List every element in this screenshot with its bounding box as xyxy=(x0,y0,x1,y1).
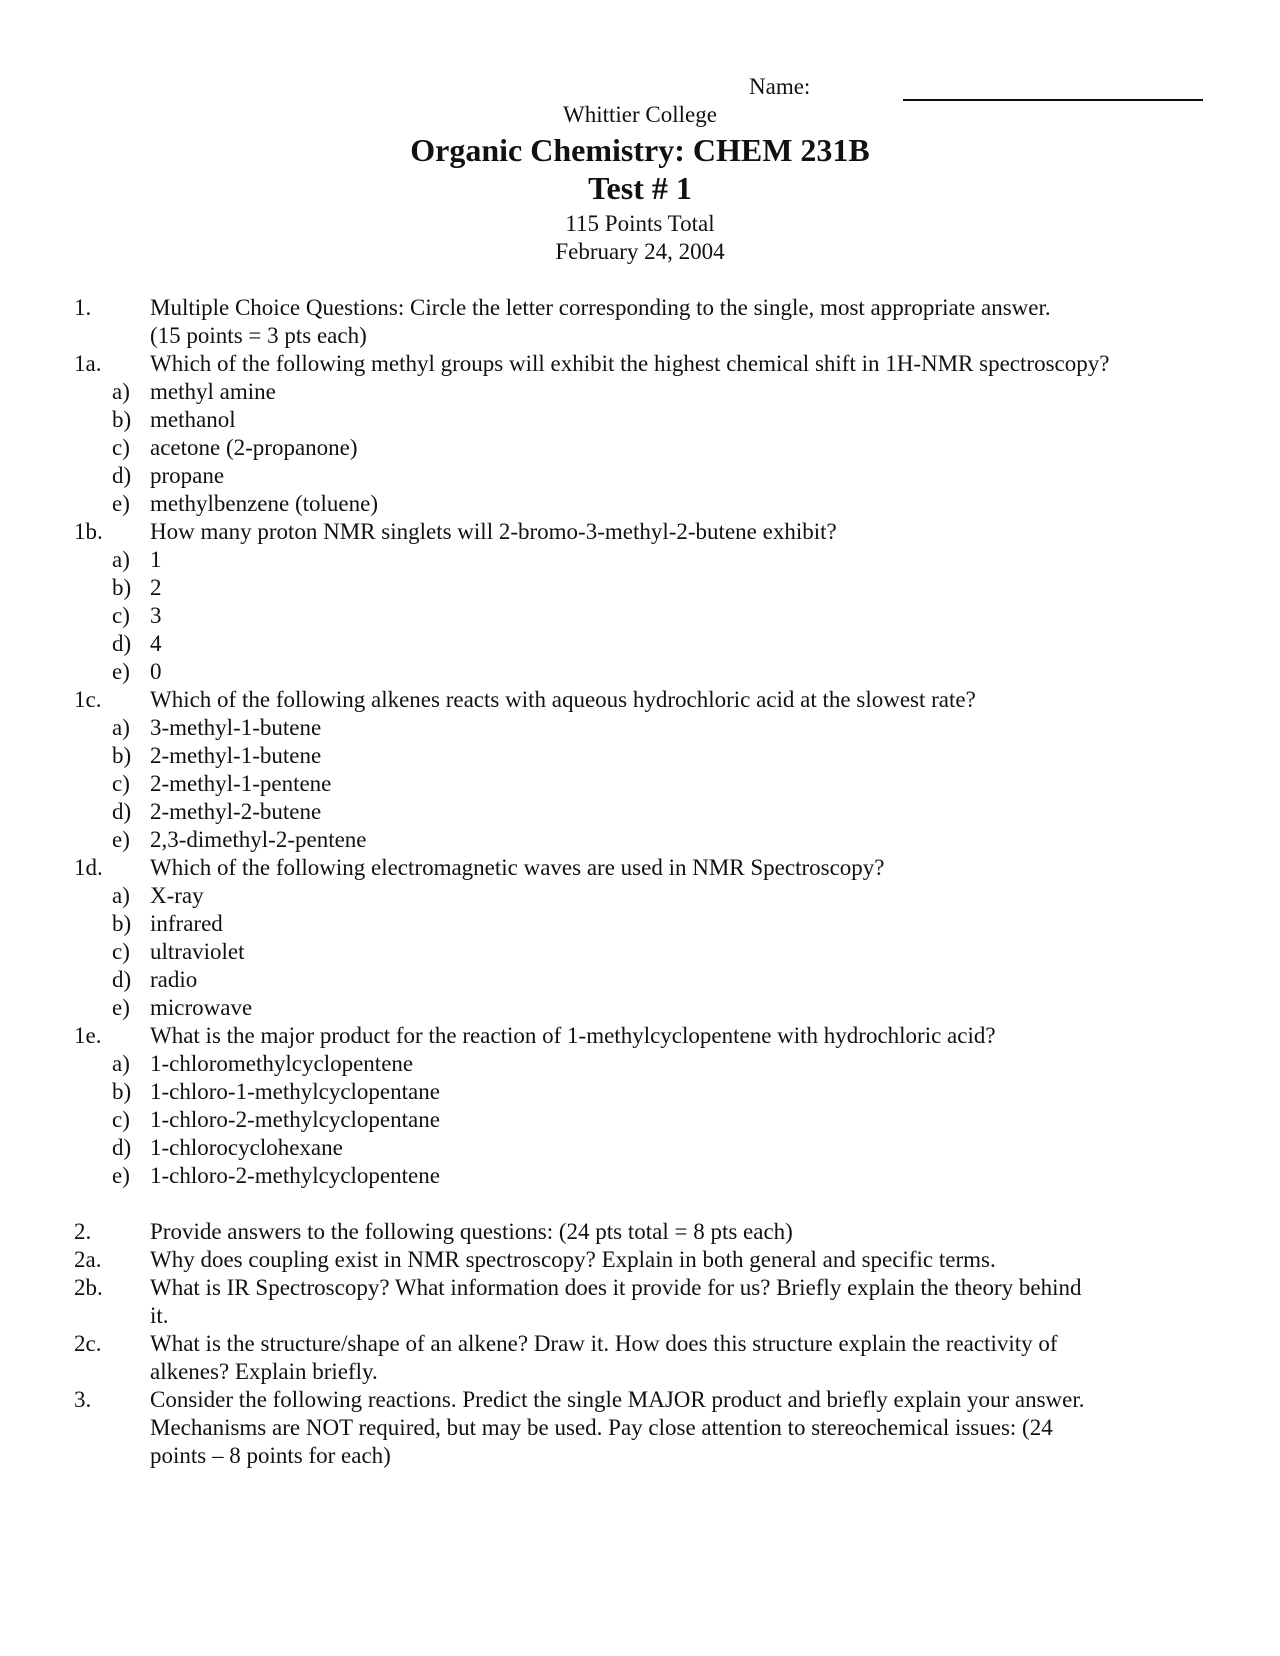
option-text: 1-chloro-2-methylcyclopentene xyxy=(150,1163,440,1188)
option-letter: d) xyxy=(112,631,132,656)
question-number: 2b. xyxy=(74,1275,103,1300)
option-text: 2-methyl-1-pentene xyxy=(150,771,332,796)
option-letter: a) xyxy=(112,379,130,404)
course-title: Organic Chemistry: CHEM 231B xyxy=(410,132,870,168)
option-text: 2-methyl-1-butene xyxy=(150,743,322,768)
option-letter: e) xyxy=(112,827,130,852)
option-text: 1-chlorocyclohexane xyxy=(150,1135,343,1160)
option-letter: b) xyxy=(112,911,132,936)
test-date: February 24, 2004 xyxy=(555,239,725,264)
question-text: Which of the following alkenes reacts with aqueous hydrochloric acid at the slowest rate? xyxy=(150,687,976,712)
question-text: Multiple Choice Questions: Circle the letter corresponding to the single, most appropriate answer. xyxy=(150,295,1051,320)
option-text: methylbenzene (toluene) xyxy=(150,491,378,516)
option-text: propane xyxy=(150,463,225,488)
question-text: Consider the following reactions. Predict the single MAJOR product and briefly explain your answer. xyxy=(150,1387,1085,1412)
college-name: Whittier College xyxy=(563,102,717,127)
option-letter: a) xyxy=(112,547,130,572)
option-text: methyl amine xyxy=(150,379,276,404)
question-number: 3. xyxy=(74,1387,92,1412)
option-text: 3-methyl-1-butene xyxy=(150,715,322,740)
option-text: 1 xyxy=(150,547,162,572)
option-text: ultraviolet xyxy=(150,939,245,964)
question-number: 1c. xyxy=(74,687,102,712)
option-letter: a) xyxy=(112,1051,130,1076)
option-letter: a) xyxy=(112,715,130,740)
option-letter: b) xyxy=(112,575,132,600)
question-number: 1e. xyxy=(74,1023,102,1048)
points-total: 115 Points Total xyxy=(565,211,715,236)
question-text: Why does coupling exist in NMR spectroscopy? Explain in both general and specific terms. xyxy=(150,1247,996,1272)
option-letter: e) xyxy=(112,1163,130,1188)
option-letter: e) xyxy=(112,659,130,684)
option-text: 0 xyxy=(150,659,162,684)
option-letter: b) xyxy=(112,1079,132,1104)
option-text: 3 xyxy=(150,603,162,628)
option-text: methanol xyxy=(150,407,236,432)
question-text: How many proton NMR singlets will 2-bromo-3-methyl-2-butene exhibit? xyxy=(150,519,837,544)
option-text: microwave xyxy=(150,995,253,1020)
question-text: Which of the following methyl groups will exhibit the highest chemical shift in 1H-NMR spectroscopy? xyxy=(150,351,1110,376)
question-number: 1d. xyxy=(74,855,103,880)
option-letter: e) xyxy=(112,995,130,1020)
question-text: alkenes? Explain briefly. xyxy=(150,1359,378,1384)
option-letter: d) xyxy=(112,463,132,488)
option-text: 2-methyl-2-butene xyxy=(150,799,322,824)
option-text: acetone (2-propanone) xyxy=(150,435,358,460)
option-letter: d) xyxy=(112,1135,132,1160)
option-letter: d) xyxy=(112,799,132,824)
name-blank-line xyxy=(903,99,1203,101)
question-number: 2. xyxy=(74,1219,92,1244)
question-text: (15 points = 3 pts each) xyxy=(150,323,367,348)
question-text: Mechanisms are NOT required, but may be used. Pay close attention to stereochemical issues: (24 xyxy=(150,1415,1053,1440)
option-letter: c) xyxy=(112,435,130,460)
question-number: 1a. xyxy=(74,351,102,376)
option-letter: b) xyxy=(112,407,132,432)
question-text: points – 8 points for each) xyxy=(150,1443,391,1468)
name-label: Name: xyxy=(749,74,811,99)
option-letter: e) xyxy=(112,491,130,516)
option-letter: c) xyxy=(112,603,130,628)
question-text: Provide answers to the following questions: (24 pts total = 8 pts each) xyxy=(150,1219,793,1244)
option-letter: d) xyxy=(112,967,132,992)
option-text: 1-chloro-1-methylcyclopentane xyxy=(150,1079,440,1104)
question-number: 1. xyxy=(74,295,92,320)
question-text: What is the major product for the reaction of 1-methylcyclopentene with hydrochloric acid? xyxy=(150,1023,996,1048)
option-text: 1-chloromethylcyclopentene xyxy=(150,1051,414,1076)
question-text: What is the structure/shape of an alkene? Draw it. How does this structure explain the reactivity of xyxy=(150,1331,1058,1356)
option-text: 1-chloro-2-methylcyclopentane xyxy=(150,1107,440,1132)
question-number: 1b. xyxy=(74,519,103,544)
option-letter: b) xyxy=(112,743,132,768)
question-text: What is IR Spectroscopy? What information does it provide for us? Briefly explain the theory behind xyxy=(150,1275,1082,1300)
option-text: infrared xyxy=(150,911,223,936)
question-number: 2c. xyxy=(74,1331,102,1356)
question-text: it. xyxy=(150,1303,169,1328)
option-letter: c) xyxy=(112,939,130,964)
option-text: X-ray xyxy=(150,883,204,908)
question-text: Which of the following electromagnetic waves are used in NMR Spectroscopy? xyxy=(150,855,885,880)
question-number: 2a. xyxy=(74,1247,102,1272)
option-letter: c) xyxy=(112,771,130,796)
option-text: 4 xyxy=(150,631,162,656)
option-text: radio xyxy=(150,967,198,992)
option-letter: a) xyxy=(112,883,130,908)
option-text: 2,3-dimethyl-2-pentene xyxy=(150,827,367,852)
option-letter: c) xyxy=(112,1107,130,1132)
test-title: Test # 1 xyxy=(588,170,692,206)
option-text: 2 xyxy=(150,575,162,600)
